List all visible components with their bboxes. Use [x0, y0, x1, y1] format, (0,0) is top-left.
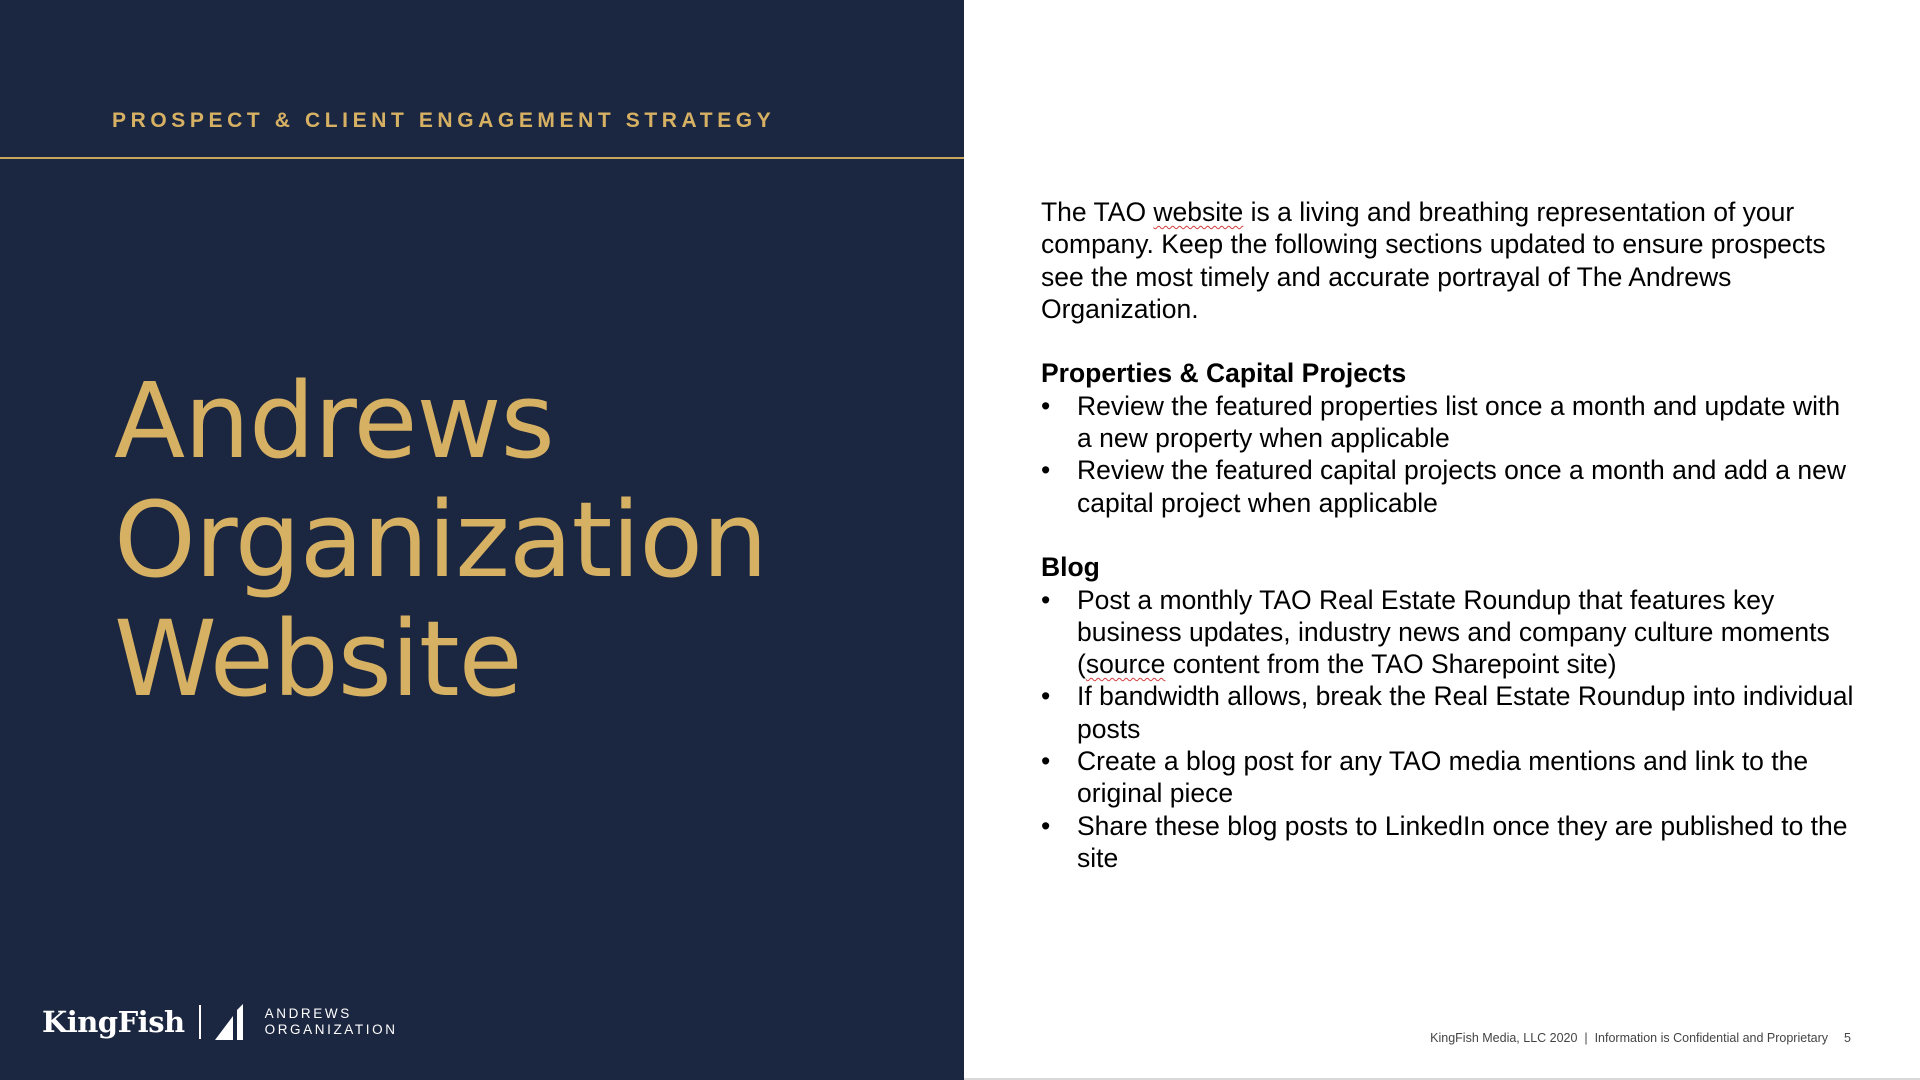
- section-label: PROSPECT & CLIENT ENGAGEMENT STRATEGY: [112, 109, 776, 132]
- spellcheck-flagged-word: source: [1085, 649, 1166, 680]
- title-line-1: Andrews: [114, 360, 554, 482]
- logo-divider: [199, 1005, 201, 1039]
- gold-divider-line: [0, 157, 964, 159]
- list-item-text: Post a monthly TAO Real Estate Roundup that features key business updates, industry news and company culture moments: [1077, 584, 1830, 647]
- section-heading-blog: Blog: [1041, 552, 1100, 583]
- page-number: 5: [1844, 1031, 1851, 1045]
- kingfish-logo: KingFish: [42, 1005, 185, 1039]
- blog-bullet-list: [1041, 584, 1861, 875]
- slide-title: [114, 362, 767, 719]
- footer-logos: [42, 1000, 398, 1044]
- spellcheck-flagged-word: website: [1153, 197, 1244, 227]
- intro-text-start: The TAO: [1041, 197, 1154, 227]
- list-item: • If bandwidth allows, break the Real Estate Roundup into individual posts: [1041, 680, 1861, 745]
- section-heading-properties: Properties & Capital Projects: [1041, 358, 1407, 389]
- andrews-wordmark-line-1: ANDREWS: [264, 1006, 352, 1021]
- title-line-3: Website: [114, 598, 522, 720]
- intro-text-end: is a living and breathing representation of your company. Keep the following sections updated to ensure prospects see the most timely and accurate portrayal of The Andrews Organization.: [1041, 197, 1826, 324]
- title-line-2: Organization: [114, 479, 767, 601]
- list-item: • Review the featured properties list once a month and update with a new property when applicable: [1041, 390, 1861, 455]
- properties-bullet-list: [1041, 390, 1861, 519]
- slide-footer: [1430, 1031, 1851, 1045]
- list-item: • Review the featured capital projects once a month and add a new capital project when applicable: [1041, 454, 1861, 519]
- footer-text: KingFish Media, LLC 2020 | Information is Confidential and Proprietary: [1430, 1031, 1829, 1045]
- list-item: • Post a monthly TAO Real Estate Roundup that features key business updates, industry news and company culture moments (source content from the TAO Sharepoint site): [1041, 584, 1861, 681]
- list-item: • Create a blog post for any TAO media mentions and link to the original piece: [1041, 745, 1861, 810]
- andrews-wordmark-line-2: ORGANIZATION: [264, 1022, 398, 1037]
- body-content: [1041, 196, 1861, 874]
- andrews-organization-wordmark: [265, 1006, 398, 1038]
- list-item: • Share these blog posts to LinkedIn once they are published to the site: [1041, 810, 1861, 875]
- intro-paragraph: [1041, 196, 1861, 325]
- andrews-organization-logo-icon: [213, 1002, 255, 1042]
